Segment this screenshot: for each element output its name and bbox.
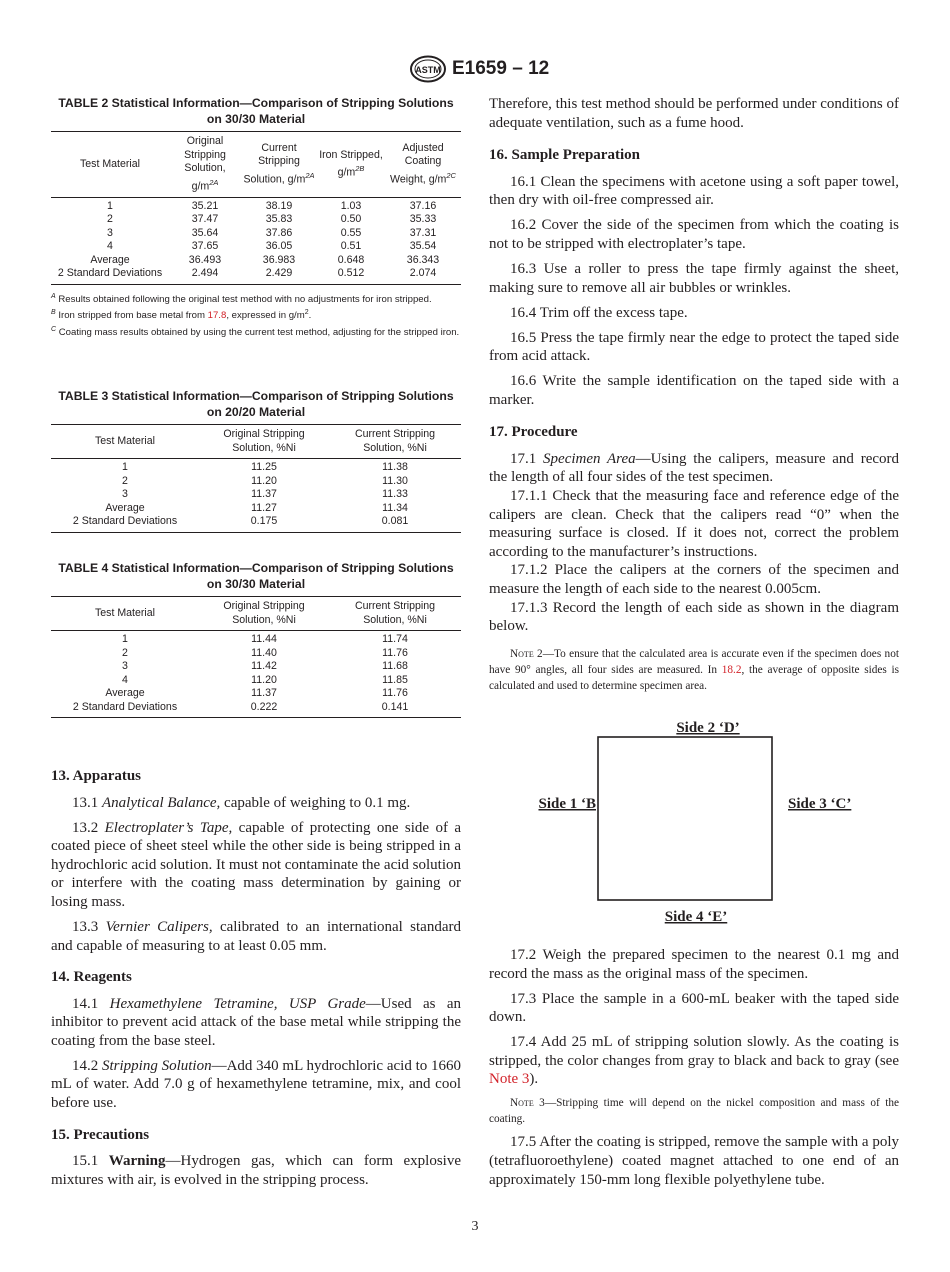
side-3-label: Side 3 ‘C’ — [788, 796, 852, 812]
paragraph-13-2: 13.2 Electroplater’s Tape, capable of protecting one side of a coated piece of sheet steel while the other side is being stripped in a hydrochloric acid solution. It must not contaminate the acid solution or interfere with the coating mass determination by gaining or losing mass. — [51, 819, 461, 910]
table4-caption: TABLE 4 Statistical Information—Comparison of Stripping Solutions on 30/30 Material — [58, 561, 454, 591]
table-row — [51, 488, 461, 502]
table-row — [51, 213, 461, 227]
table-cell: 2 — [122, 474, 128, 487]
table-header-cell: Current Stripping Solution, $g/m^{2A}$ — [243, 141, 315, 186]
table2 — [51, 131, 461, 285]
paragraph-17-3: 17.3 Place the sample in a 600-mL beaker with the taped side down. — [489, 990, 899, 1026]
side-2-label: Side 2 ‘D’ — [676, 720, 740, 736]
table-header-cell: Test Material — [79, 157, 141, 170]
paragraph-17-5: 17.5 After the coating is stripped, remove the sample with a poly (tetrafluoroethylene) coated magnet attached to one end of an approximately 150-mm long flexible polyethylene tube. — [489, 1134, 899, 1188]
table-cell: 0.51 — [340, 240, 362, 253]
table-row — [51, 660, 461, 674]
paragraph-17-2: 17.2 Weigh the prepared specimen to the nearest 0.1 mg and record the mass as the original mass of the specimen. — [489, 947, 899, 982]
table-row — [51, 227, 461, 241]
footnote-c: $^C$ Coating mass results obtained by using the current test method, adjusting for the stripped iron. — [51, 326, 460, 339]
table-header-cell: Original Stripping Solution, $g/m^{2A}$ — [184, 135, 226, 193]
table-cell: 37.47 — [191, 213, 219, 226]
side-4-label: Side 4 ‘E’ — [664, 909, 728, 925]
table3-caption: TABLE 3 Statistical Information—Comparison of Stripping Solutions on 20/20 Material — [58, 389, 454, 419]
table-cell: 0.512 — [337, 267, 365, 280]
table-header-cell: Test Material — [94, 434, 156, 447]
paragraph-16-4: 16.4 Trim off the excess tape. — [510, 304, 688, 321]
table-header-row — [51, 425, 461, 459]
paragraph-17-4: 17.4 Add 25 mL of stripping solution slowly. As the coating is stripped, the color changes from gray to black and back to gray (see Note 3). — [489, 1034, 899, 1088]
table-cell: 11.25 — [251, 461, 277, 473]
table-row — [51, 197, 461, 213]
section-link-17-8[interactable]: 17.8 — [207, 310, 227, 322]
table-cell: 11.34 — [382, 501, 408, 514]
table-cell: 3 — [107, 226, 113, 239]
table-header-cell: Iron Stripped, $g/m^{2B}$ — [319, 148, 383, 179]
paragraph-16-1: 16.1 Clean the specimens with acetone using a soft paper towel, then dry with oil-free compressed air. — [489, 173, 899, 209]
table-row — [51, 701, 461, 718]
table-header-row — [51, 597, 461, 631]
table-cell: 0.081 — [381, 515, 409, 527]
table-cell: 2 Standard Deviations — [72, 515, 178, 527]
section-heading-17: 17. Procedure — [489, 424, 578, 441]
table-cell: 4 — [107, 240, 113, 253]
table-cell: 35.83 — [265, 213, 293, 226]
table-cell: Average — [90, 253, 130, 266]
table-cell: 11.30 — [382, 474, 408, 487]
side-1-label: Side 1 ‘B — [538, 796, 596, 812]
specimen-square — [598, 737, 772, 900]
table-cell: 0.175 — [250, 515, 278, 527]
table-cell: 11.37 — [251, 687, 277, 699]
table-header-cell: Test Material — [94, 606, 156, 619]
table-cell: 11.20 — [251, 673, 277, 686]
table-cell: 35.33 — [409, 213, 437, 226]
footnote-b: $^B$ Iron stripped from base metal from 17.8, expressed in $g/m^2$. — [51, 309, 312, 322]
table-cell: 1.03 — [340, 199, 362, 212]
table-header-row — [51, 132, 461, 198]
table2-footnotes — [51, 290, 461, 340]
table-cell: 11.76 — [382, 687, 408, 699]
paragraph-17-1-3: 17.1.3 Record the length of each side as shown in the diagram below. — [489, 599, 899, 635]
paragraph-16-3: 16.3 Use a roller to press the tape firmly against the sheet, making sure to remove all air bubbles or wrinkles. — [489, 260, 899, 296]
table3 — [51, 424, 461, 533]
table-cell: 1 — [122, 461, 128, 473]
table-cell: 11.20 — [251, 474, 277, 487]
table-cell: 3 — [122, 488, 128, 500]
table4-block — [51, 560, 461, 718]
table2-block — [51, 95, 461, 340]
table-header-cell: Original Stripping Solution, %Ni — [223, 428, 305, 454]
table-cell: 11.37 — [251, 488, 277, 500]
right-column-text-lower — [489, 946, 899, 1196]
table-cell: 37.16 — [409, 199, 437, 212]
table2-caption: TABLE 2 Statistical Information—Comparison of Stripping Solutions on 30/30 Material — [58, 96, 454, 126]
section-heading-16: 16. Sample Preparation — [489, 147, 640, 164]
table-cell: 2.074 — [409, 267, 437, 280]
document-id: E1659 – 12 — [452, 58, 550, 79]
table-cell: 2 — [122, 646, 128, 659]
table-cell: 4 — [122, 673, 128, 686]
table-cell: 11.38 — [382, 461, 408, 473]
table-cell: 11.44 — [251, 633, 277, 645]
table-cell: 36.343 — [406, 253, 440, 266]
table-cell: 11.33 — [382, 488, 408, 500]
section-heading-13: 13. Apparatus — [51, 768, 142, 784]
table-cell: 37.31 — [409, 226, 437, 239]
note-3-link[interactable]: Note 3 — [489, 1071, 530, 1088]
table-cell: 2 Standard Deviations — [57, 267, 163, 280]
table-cell: 2 Standard Deviations — [72, 700, 178, 713]
section-heading-14: 14. Reagents — [51, 969, 132, 986]
paragraph-15-1: 15.1 Warning—Hydrogen gas, which can form explosive mixtures with air, is evolved in the stripping process. — [51, 1153, 462, 1188]
table-cell: 35.21 — [191, 199, 219, 212]
table-cell: 38.19 — [265, 199, 293, 212]
specimen-sides-diagram — [489, 712, 899, 932]
right-column-text — [489, 95, 899, 700]
paragraph-17-1-2: 17.1.2 Place the calipers at the corners of the specimen and measure the length of each side to the nearest 0.005cm. — [489, 562, 899, 598]
table-row — [51, 459, 461, 475]
table-cell: 11.74 — [382, 633, 408, 645]
table-cell: 11.68 — [382, 660, 408, 672]
table-row — [51, 267, 461, 284]
table-header-cell: Adjusted Coating Weight, $g/m^{2C}$ — [390, 141, 456, 186]
paragraph-16-5: 16.5 Press the tape firmly near the edge to protect the taped side from acid attack. — [489, 329, 899, 365]
paragraph-17-1-1: 17.1.1 Check that the measuring face and reference edge of the calipers are clean. Check that the calipers read “0” when the measuring surface is closed. If it does not, correct the problem according to the manufacturer’s instructions. — [489, 488, 899, 560]
table-cell: Average — [105, 687, 145, 699]
table-cell: 0.50 — [340, 213, 362, 226]
page-header — [0, 55, 950, 85]
section-link-18-2[interactable]: 18.2 — [721, 663, 742, 676]
paragraph-15-1-continued: Therefore, this test method should be performed under conditions of adequate ventilation, such as a fume hood. — [489, 96, 899, 131]
table-cell: 1 — [122, 633, 128, 645]
table-row — [51, 502, 461, 516]
paragraph-14-2: 14.2 Stripping Solution—Add 340 mL hydrochloric acid to 1660 mL of water. Add 7.0 g of hexamethylene tetramine, mix, and cool before use. — [51, 1057, 461, 1112]
table-cell: 35.54 — [409, 240, 437, 253]
table-cell: 35.64 — [191, 226, 219, 239]
table-row — [51, 647, 461, 661]
paragraph-13-3: 13.3 Vernier Calipers, calibrated to an international standard and capable of measuring to at least 0.05 mm. — [51, 918, 461, 954]
footnote-a: $^A$ Results obtained following the original test method with no adjustments for iron stripped. — [51, 292, 432, 305]
table-cell: 11.85 — [382, 673, 408, 686]
table-cell: 2.494 — [191, 267, 219, 280]
table-row — [51, 631, 461, 647]
table-cell: 2.429 — [265, 267, 293, 280]
table-cell: 11.42 — [251, 660, 277, 672]
table-row — [51, 240, 461, 254]
table-cell: 0.648 — [337, 253, 365, 266]
table4 — [51, 596, 461, 718]
table-cell: 11.27 — [251, 501, 277, 514]
table-cell: 36.493 — [188, 253, 222, 266]
table-row — [51, 475, 461, 489]
table-header-cell: Current Stripping Solution, %Ni — [354, 600, 436, 626]
paragraph-13-1: 13.1 Analytical Balance, capable of weighing to 0.1 mg. — [72, 794, 411, 811]
note-3: Note 3—Stripping time will depend on the nickel composition and mass of the coating. — [489, 1097, 899, 1126]
paragraph-16-2: 16.2 Cover the side of the specimen from which the coating is not to be stripped with electroplater’s tape. — [489, 217, 899, 252]
table-row — [51, 674, 461, 688]
table-cell: 36.05 — [265, 240, 293, 253]
logo-text: ASTM — [415, 65, 441, 75]
table-row — [51, 515, 461, 532]
table-cell: 36.983 — [262, 253, 296, 266]
table-cell: 11.40 — [251, 646, 277, 659]
table3-block — [51, 388, 461, 533]
table-header-cell: Original Stripping Solution, %Ni — [223, 600, 305, 626]
table-cell: 37.86 — [265, 226, 293, 239]
table-cell: 3 — [122, 660, 128, 672]
paragraph-17-1: 17.1 Specimen Area—Using the calipers, measure and record the length of all four sides of the test specimen. — [489, 450, 899, 486]
table-row — [51, 687, 461, 701]
astm-logo-icon — [409, 55, 447, 83]
paragraph-16-6: 16.6 Write the sample identification on the taped side with a marker. — [489, 373, 899, 408]
table-cell: 0.222 — [250, 700, 278, 713]
table-cell: 0.141 — [381, 700, 409, 713]
table-cell: Average — [105, 501, 145, 514]
table-cell: 0.55 — [340, 226, 362, 239]
table-cell: 37.65 — [191, 240, 219, 253]
section-heading-15: 15. Precautions — [51, 1126, 150, 1143]
left-column-text — [51, 767, 461, 1196]
table-row — [51, 254, 461, 268]
paragraph-14-1: 14.1 Hexamethylene Tetramine, USP Grade—Used as an inhibitor to prevent acid attack of the base metal while stripping the coating from the base steel. — [51, 995, 462, 1049]
table-cell: 2 — [107, 213, 113, 226]
table-cell: 1 — [107, 199, 113, 212]
note-2: Note 2—To ensure that the calculated area is accurate even if the specimen does not have 90° angles, all four sides are measured. In 18.2, the average of opposite sides is calculated and used to determine specimen area. — [489, 647, 899, 692]
table-header-cell: Current Stripping Solution, %Ni — [354, 428, 436, 454]
page-number: 3 — [471, 1219, 479, 1234]
table-cell: 11.76 — [382, 646, 408, 659]
